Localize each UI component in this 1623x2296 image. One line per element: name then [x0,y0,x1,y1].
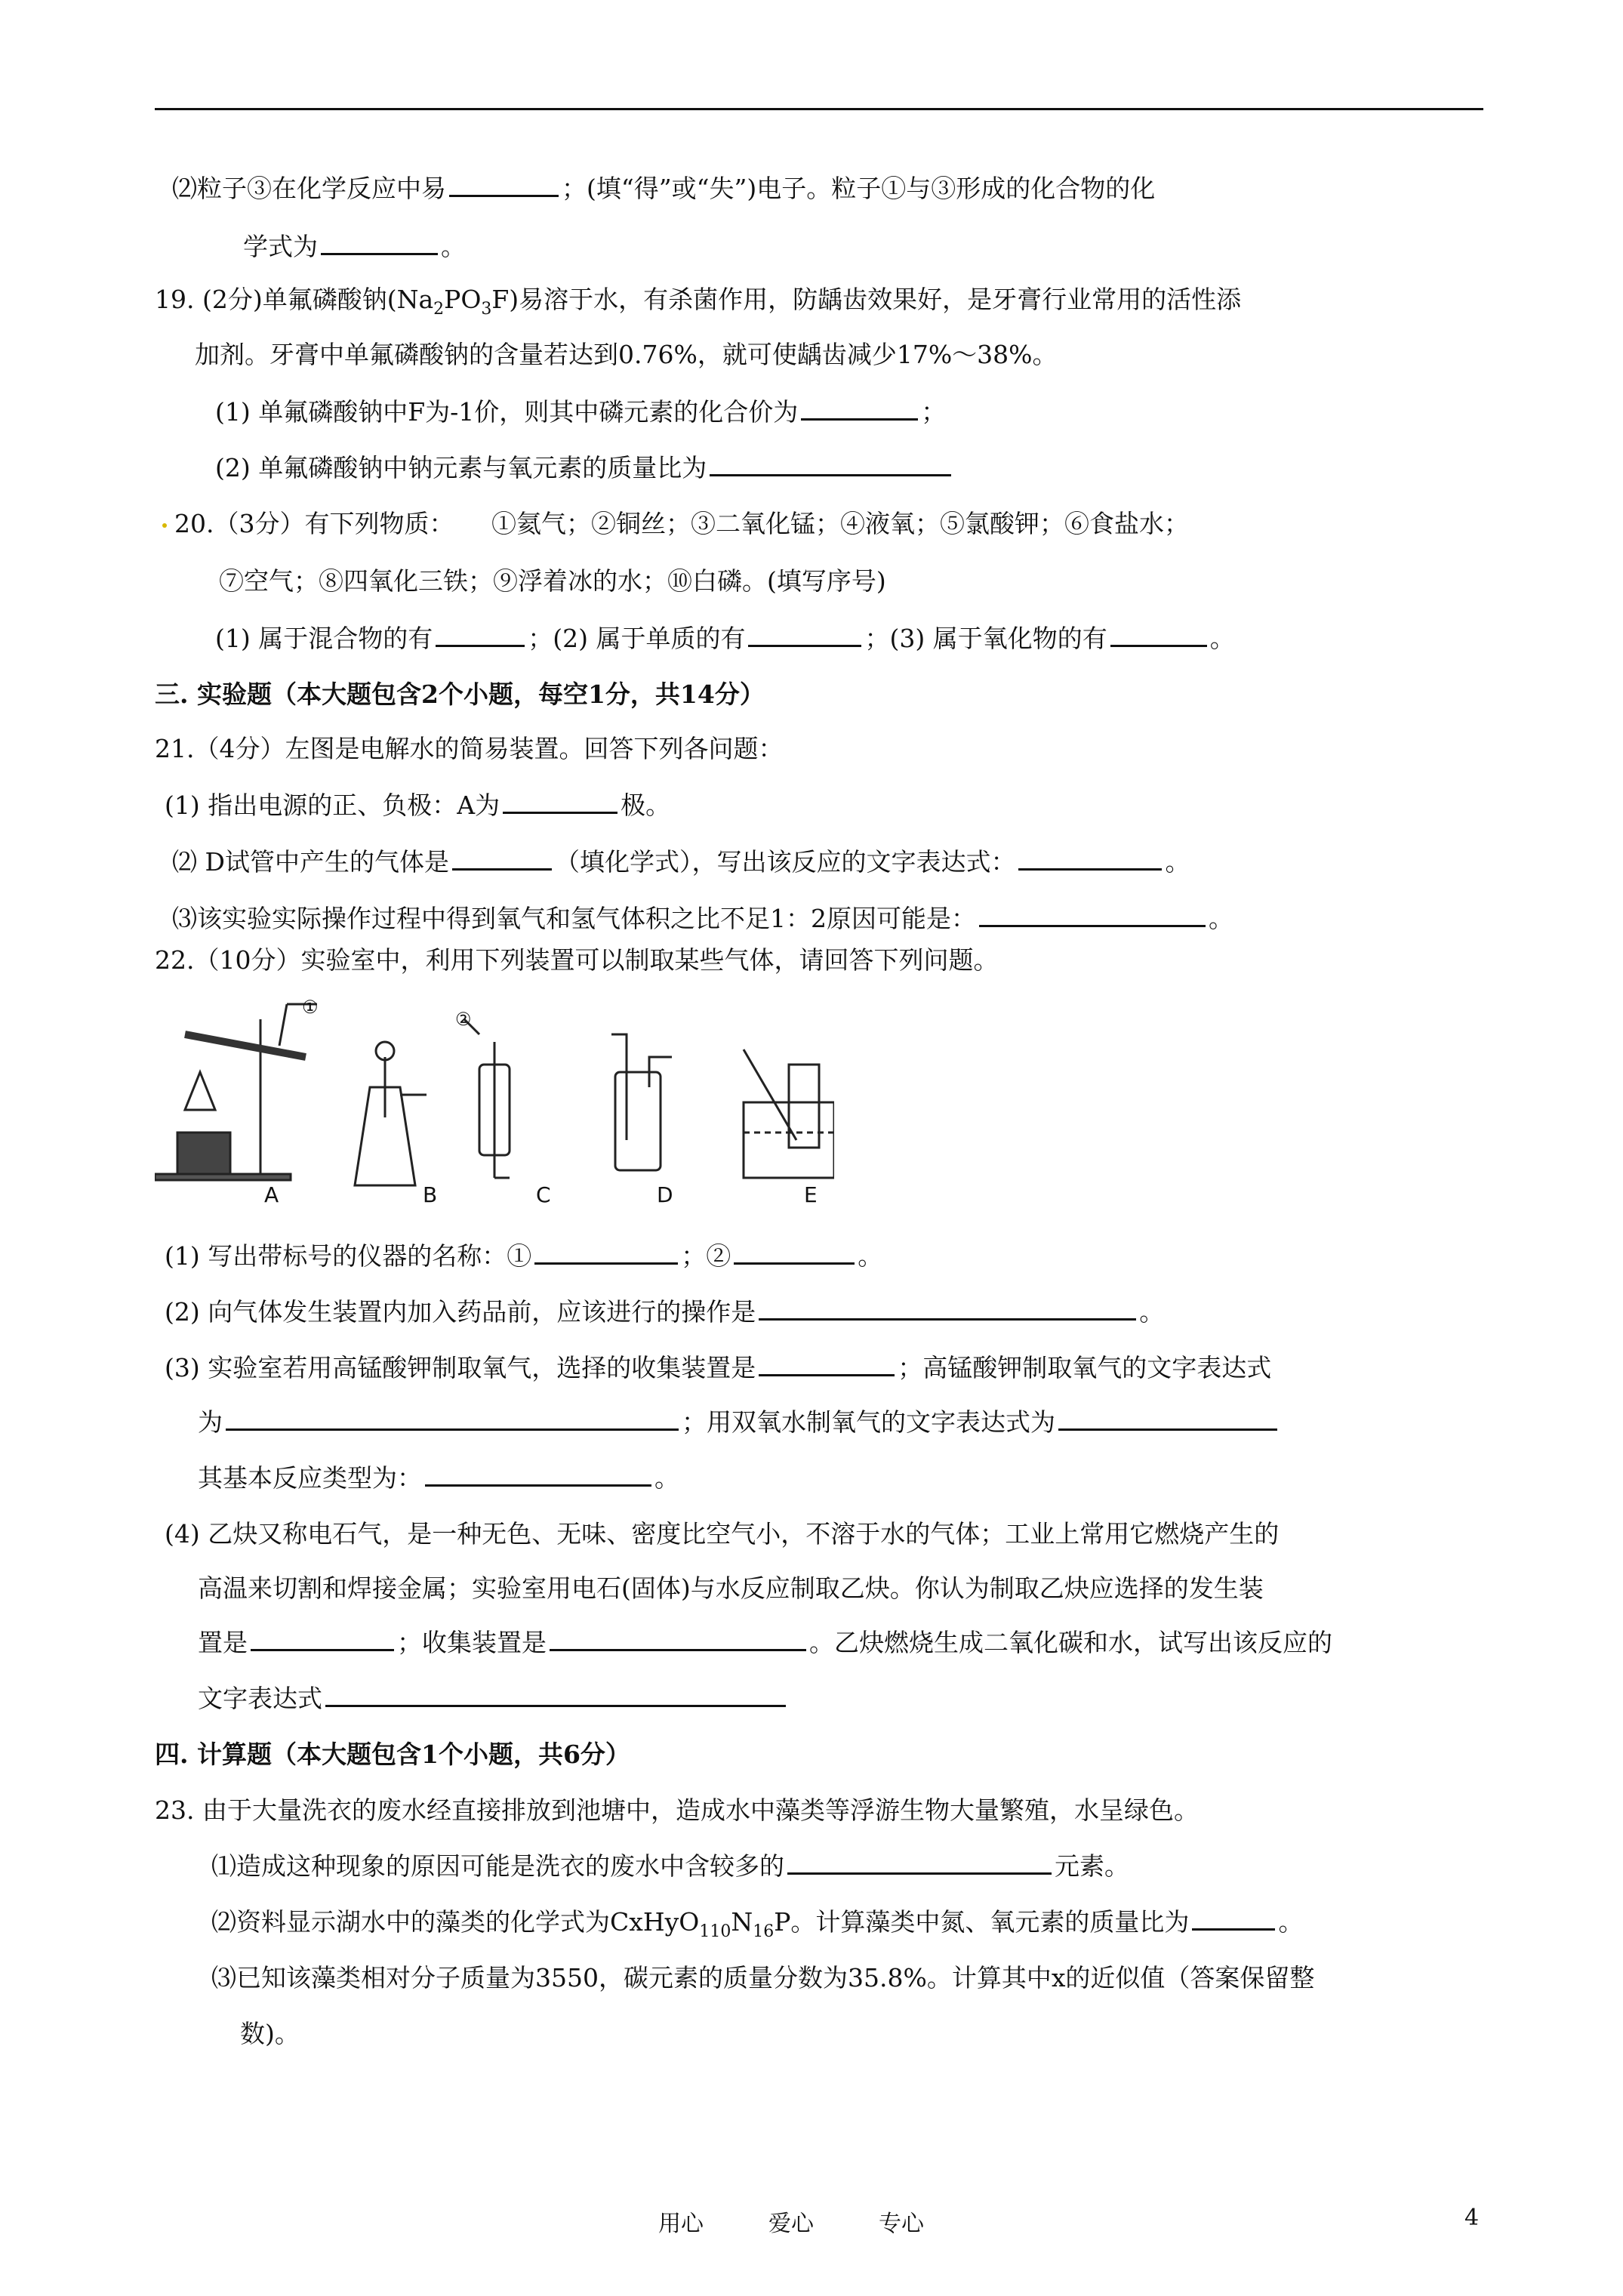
footer-middle: 爱心 [768,2211,814,2237]
answer-blank[interactable] [759,1296,1136,1321]
lab-apparatus-figure [155,989,834,1216]
marker-1: ① [302,997,319,1018]
marker-2: ② [455,1009,472,1030]
figure-label-c: C [536,1182,551,1207]
q20-questions: (1) 属于混合物的有 ；(2) 属于单质的有 ；(3) 属于氧化物的有 。 [215,624,1235,653]
q19-part1: (1) 单氟磷酸钠中F为-1价，则其中磷元素的化合价为 ； [215,397,947,427]
gas-bottle-d [615,1072,661,1170]
section-3-heading: 三. 实验题（本大题包含2个小题，每空1分，共14分） [155,680,765,709]
q23-part2: ⑵资料显示湖水中的藻类的化学式为$CxHyO_{110}N_{16}P$。计算藻类中氮、氧元素的质量比为 。 [211,1907,1304,1941]
answer-blank[interactable] [759,1351,895,1376]
answer-blank[interactable] [1018,846,1162,871]
answer-blank[interactable] [710,451,951,476]
apparatus-drawing [155,989,834,1216]
q22-part2: (2) 向气体发生装置内加入药品前，应该进行的操作是 。 [165,1297,1165,1327]
answer-blank[interactable] [734,1240,855,1265]
q22-part1: (1) 写出带标号的仪器的名称：① ；② 。 [165,1241,883,1271]
q21-part3: ⑶该实验实际操作过程中得到氧气和氢气体积之比不足1：2原因可能是： 。 [172,904,1233,933]
q23-part3-cont: 数)。 [240,2019,300,2048]
q22-part4-expression: 文字表达式 [198,1682,789,1715]
footer-left: 用心 [658,2211,704,2237]
answer-blank[interactable] [1058,1406,1277,1431]
answer-blank[interactable] [449,172,559,197]
answer-blank[interactable] [534,1240,678,1265]
q22-part4-answers: 置是 ；收集装置是 。乙炔燃烧生成二氧化碳和水，试写出该反应的 [198,1628,1332,1657]
stray-dot [162,523,167,528]
q23-intro: 23. 由于大量洗衣的废水经直接排放到池塘中，造成水中藻类等浮游生物大量繁殖，水呈绿色。 [155,1795,1199,1825]
answer-blank[interactable] [321,230,438,255]
q22-part3: (3) 实验室若用高锰酸钾制取氧气，选择的收集装置是 ；高锰酸钾制取氧气的文字表达式 [165,1353,1272,1382]
q23-part1: ⑴造成这种现象的原因可能是洗衣的废水中含较多的 元素。 [211,1851,1129,1881]
pointer-line-1 [279,1004,287,1046]
q23-part3: ⑶已知该藻类相对分子质量为3550，碳元素的质量分数为35.8%。计算其中x的近似值（答案保留整 [211,1963,1315,1992]
q19-intro: 19. (2分)单氟磷酸钠$(Na_2PO_3F)$易溶于水，有杀菌作用，防龋齿效果好，是牙膏行业常用的活性添 [155,285,1242,319]
answer-blank[interactable] [436,622,525,647]
footer-right: 专心 [879,2211,924,2237]
answer-blank[interactable] [325,1682,786,1707]
answer-blank[interactable] [801,396,918,421]
answer-blank[interactable] [550,1626,806,1651]
figure-label-d: D [657,1182,673,1207]
q21-part2: ⑵ D试管中产生的气体是 （填化学式），写出该反应的文字表达式： 。 [172,847,1190,877]
q19-part2: (2) 单氟磷酸钠中钠元素与氧元素的质量比为 [215,451,954,485]
tube-d-in [611,1034,627,1140]
figure-label-e: E [804,1182,818,1207]
q19-intro-cont: 加剂。牙膏中单氟磷酸钠的含量若达到0.76%，就可使龋齿减少17%～38%。 [195,340,1058,369]
page-number: 4 [1464,2205,1480,2231]
q18-part2: ⑵粒子③在化学反应中易 ；(填“得”或“失”)电子。粒子①与③形成的化合物的化 [172,174,1156,203]
answer-blank[interactable] [503,789,617,814]
q22-part3-cont: 为 ；用双氧水制氧气的文字表达式为 [198,1406,1280,1439]
q21-part1: (1) 指出电源的正、负极：A为 极。 [165,791,671,820]
answer-blank[interactable] [1192,1906,1275,1931]
q22-part4-cont: 高温来切割和焊接金属；实验室用电石(固体)与水反应制取乙炔。你认为制取乙炔应选择的发生装 [198,1573,1264,1603]
test-tube [185,1034,306,1057]
flame [185,1072,215,1110]
header-rule [155,108,1483,110]
answer-blank[interactable] [1110,622,1207,647]
answer-blank[interactable] [979,902,1206,927]
q20-intro: 20.（3分）有下列物质： ①氦气；②铜丝；③二氧化锰；④液氧；⑤氯酸钾；⑥食盐水； [155,507,1189,541]
lamp-block [177,1133,230,1174]
section-4-heading: 四. 计算题（本大题包含1个小题，共6分） [155,1740,630,1769]
answer-blank[interactable] [787,1850,1052,1875]
figure-label-b: B [423,1182,438,1207]
q20-intro-cont: ⑦空气；⑧四氧化三铁；⑨浮着冰的水；⑩白磷。(填写序号) [219,566,886,596]
q18-part2-cont: 学式为 。 [243,232,466,261]
answer-blank[interactable] [226,1406,679,1431]
q22-intro: 22.（10分）实验室中，利用下列装置可以制取某些气体，请回答下列问题。 [155,945,999,975]
answer-blank[interactable] [748,622,861,647]
answer-blank[interactable] [425,1462,651,1487]
answer-blank[interactable] [452,846,552,871]
q22-part3-type: 其基本反应类型为： 。 [198,1463,679,1493]
q21-intro: 21.（4分）左图是电解水的简易装置。回答下列各问题： [155,734,784,763]
figure-label-a: A [264,1182,279,1207]
q22-part4: (4) 乙炔又称电石气，是一种无色、无味、密度比空气小，不溶于水的气体；工业上常用它燃烧产生的 [165,1519,1280,1549]
answer-blank[interactable] [251,1626,394,1651]
